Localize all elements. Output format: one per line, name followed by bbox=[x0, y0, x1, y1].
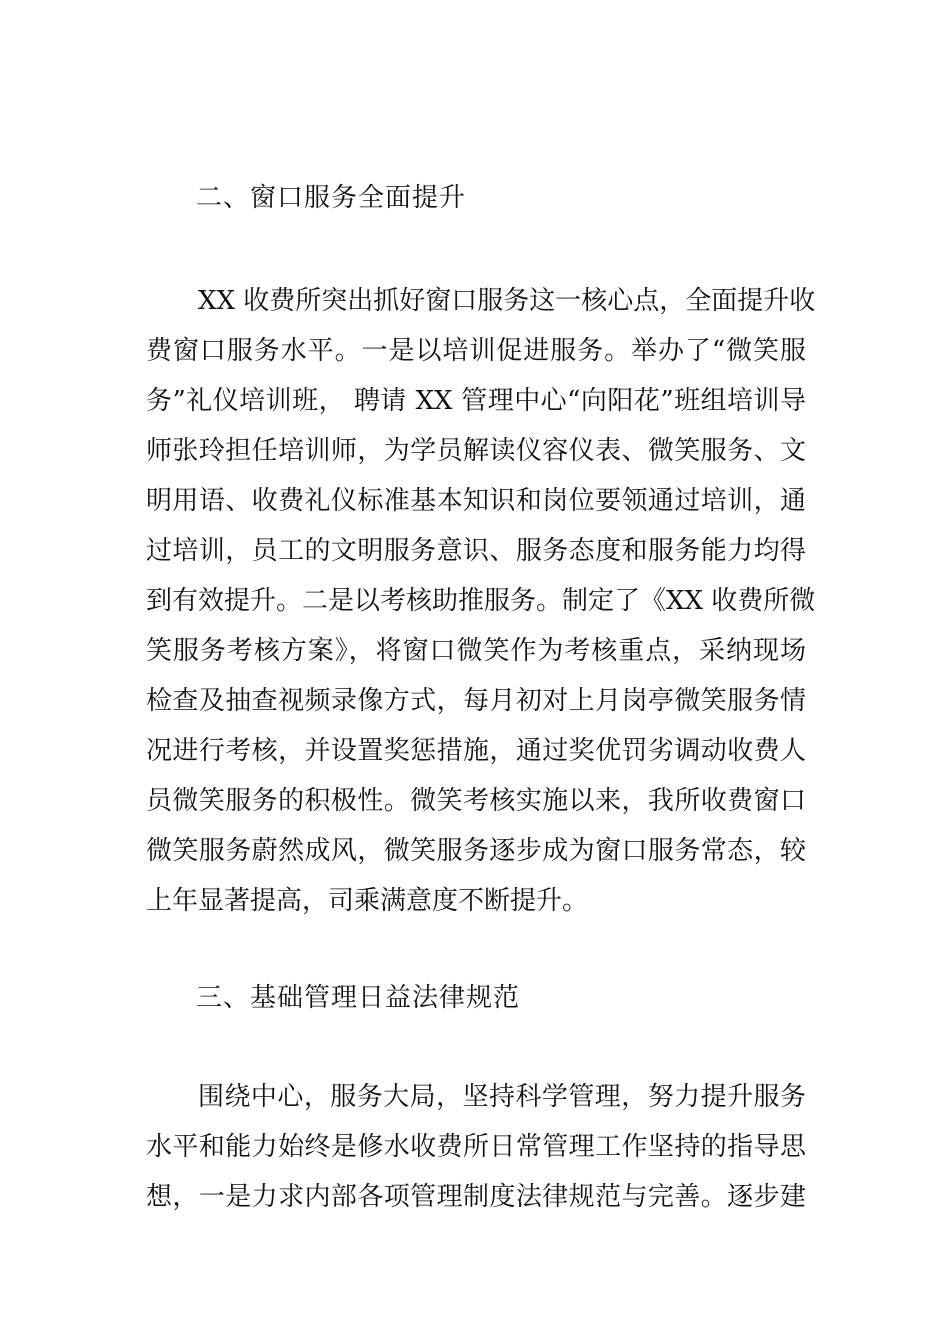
section-paragraph bbox=[146, 276, 816, 926]
paragraph-line: 师张玲担任培训师，为学员解读仪容仪表、微笑服务、文 bbox=[146, 436, 806, 466]
paragraph-line: XX 收费所突出抓好窗口服务这一核心点，全面提升收 bbox=[198, 286, 816, 316]
paragraph-line: 费窗口服务水平。一是以培训促进服务。举办了“微笑服 bbox=[146, 336, 806, 366]
paragraph-line: 员微笑服务的积极性。微笑考核实施以来，我所收费窗口 bbox=[146, 786, 806, 816]
paragraph-line: 上年显著提高，司乘满意度不断提升。 bbox=[146, 886, 589, 916]
paragraph-line: 笑服务考核方案》，将窗口微笑作为考核重点，采纳现场 bbox=[146, 636, 806, 666]
paragraph-line: 况进行考核，并设置奖惩措施，通过奖优罚劣调动收费人 bbox=[146, 736, 806, 766]
paragraph-line: 水平和能力始终是修水收费所日常管理工作坚持的指导思 bbox=[146, 1132, 806, 1162]
section-heading: 二、窗口服务全面提升 bbox=[196, 183, 467, 213]
paragraph-line: 过培训，员工的文明服务意识、服务态度和服务能力均得 bbox=[146, 536, 806, 566]
paragraph-line: 务”礼仪培训班， 聘请 XX 管理中心“向阳花”班组培训导 bbox=[146, 386, 806, 416]
paragraph-line: 想，一是力求内部各项管理制度法律规范与完善。逐步建 bbox=[146, 1182, 806, 1212]
paragraph-line: 微笑服务蔚然成风，微笑服务逐步成为窗口服务常态，较 bbox=[146, 836, 806, 866]
paragraph-line: 围绕中心，服务大局，坚持科学管理，努力提升服务 bbox=[198, 1082, 806, 1112]
section-heading: 三、基础管理日益法律规范 bbox=[196, 983, 521, 1013]
section-paragraph bbox=[146, 1072, 806, 1222]
paragraph-line: 到有效提升。二是以考核助推服务。制定了《XX 收费所微 bbox=[146, 586, 816, 616]
paragraph-line: 明用语、收费礼仪标准基本知识和岗位要领通过培训，通 bbox=[146, 486, 806, 516]
paragraph-line: 检查及抽查视频录像方式，每月初对上月岗亭微笑服务情 bbox=[146, 686, 806, 716]
